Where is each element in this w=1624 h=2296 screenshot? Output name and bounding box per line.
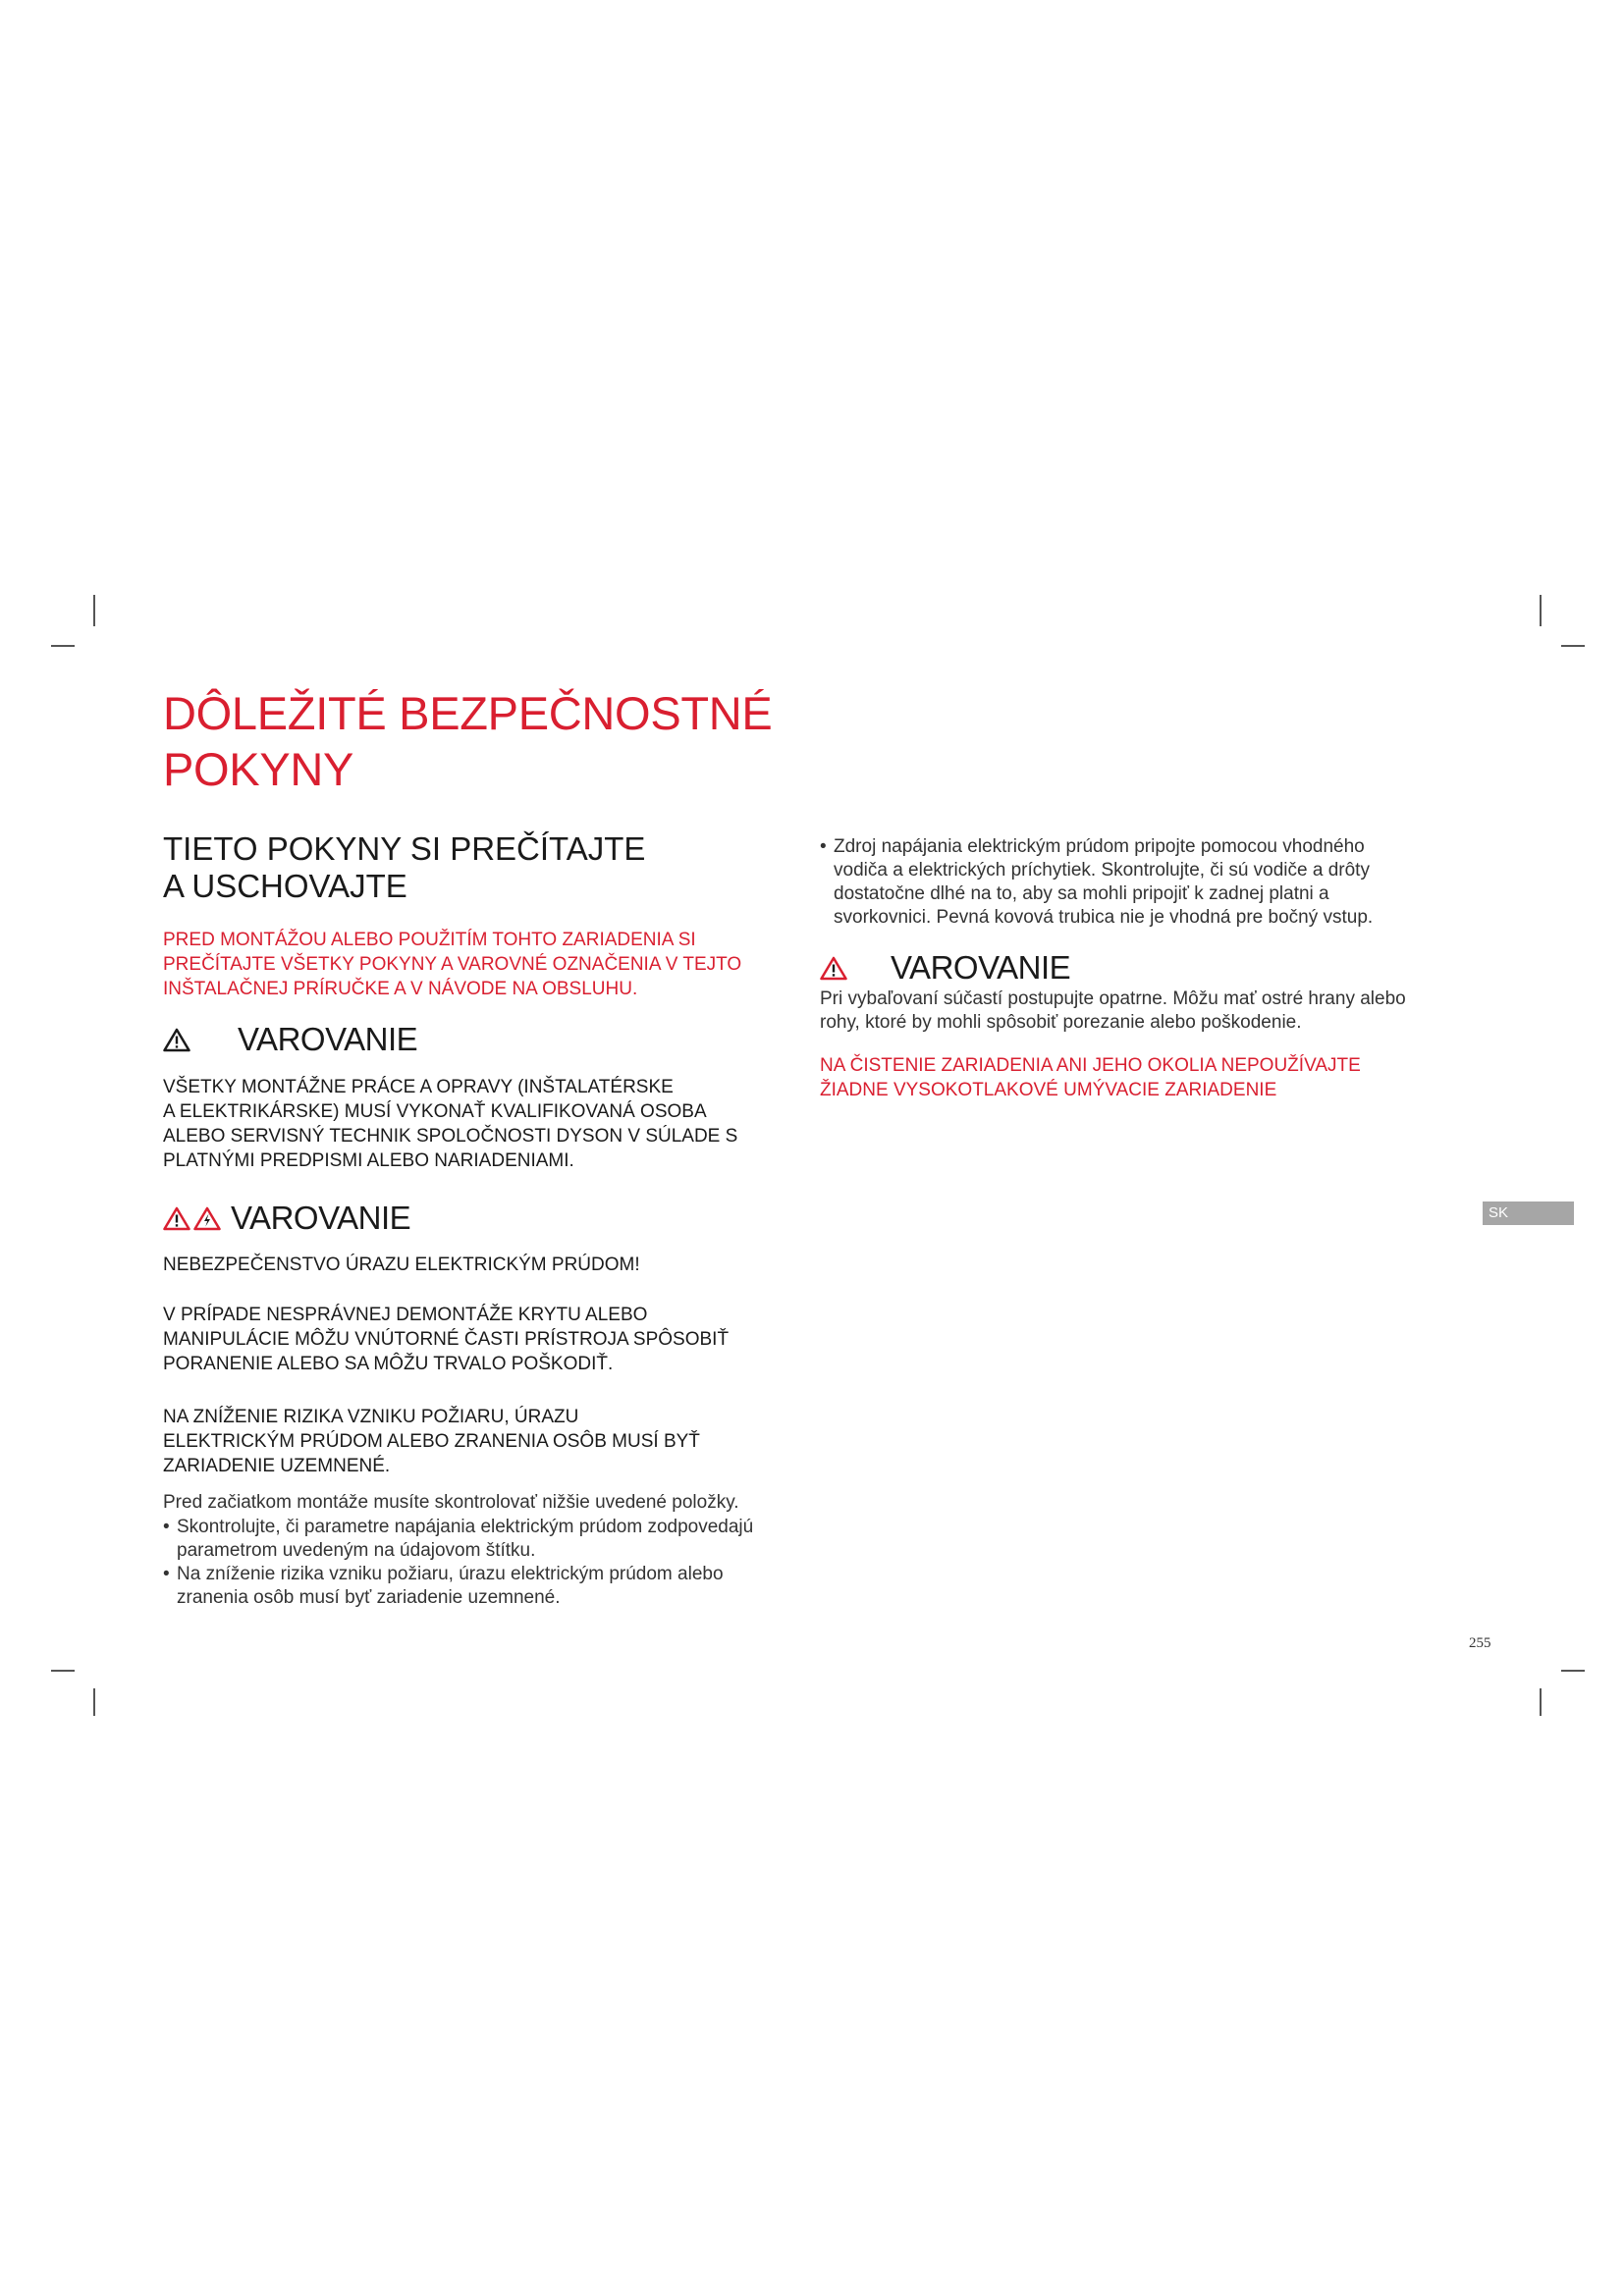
- crop-mark-bottom-right-vertical: [1540, 1688, 1542, 1716]
- power-bullet-line-4: svorkovnici. Pevná kovová trubica nie je vhodná pre bočný vstup.: [834, 907, 1374, 928]
- warning-heading-1: [163, 1021, 417, 1058]
- list-item: • Na zníženie rizika vzniku požiaru, úrazu elektrickým prúdom alebo zranenia osôb musí byť zariadenie uzemnené.: [163, 1563, 821, 1610]
- intro-red-notice: [163, 928, 791, 1001]
- intro-red-line-1: PRED MONTÁŽOU ALEBO POUŽITÍM TOHTO ZARIADENIA SI: [163, 930, 696, 950]
- list-item: • Zdroj napájania elektrickým prúdom pripojte pomocou vhodného vodiča a elektrických príchytiek. Skontrolujte, či sú vodiče a drôty dostatočne dlhé na to, aby sa mohli pripojiť k zadnej platni a svorkovnici. Pevná kovová trubica nie je vhodná pre bočný vstup.: [820, 835, 1468, 930]
- cleaning-red-line-1: NA ČISTENIE ZARIADENIA ANI JEHO OKOLIA NEPOUŽÍVAJTE: [820, 1055, 1361, 1076]
- warning-3-line-1: Pri vybaľovaní súčastí postupujte opatrne. Môžu mať ostré hrany alebo: [820, 988, 1406, 1009]
- warning-2-para-2-line-2: MANIPULÁCIE MÔŽU VNÚTORNÉ ČASTI PRÍSTROJA SPÔSOBIŤ: [163, 1329, 730, 1350]
- warning-triangle-icon: [163, 1028, 190, 1052]
- warning-heading-3: [820, 949, 1070, 987]
- power-bullet-line-3: dostatočne dlhé na to, aby sa mohli pripojiť k zadnej platni a: [834, 883, 1329, 904]
- warning-1-line-4: PLATNÝMI PREDPISMI ALEBO NARIADENIAMI.: [163, 1150, 574, 1171]
- page-title-line-1: DÔLEŽITÉ BEZPEČNOSTNÉ: [163, 687, 773, 739]
- checklist-intro: [163, 1491, 811, 1515]
- cleaning-red-notice: [820, 1053, 1448, 1102]
- warning-1-text: [163, 1075, 791, 1173]
- page-subtitle-line-2: A USCHOVAJTE: [163, 868, 407, 904]
- warning-heading-2: [163, 1200, 410, 1237]
- warning-2-para-3-line-3: ZARIADENIE UZEMNENÉ.: [163, 1456, 391, 1476]
- warning-2-para-3-line-2: ELEKTRICKÝM PRÚDOM ALEBO ZRANENIA OSÔB MUSÍ BYŤ: [163, 1431, 700, 1452]
- warning-3-line-2: rohy, ktoré by mohli spôsobiť porezanie alebo poškodenie.: [820, 1012, 1302, 1033]
- warning-2-para-1-line-1: NEBEZPEČENSTVO ÚRAZU ELEKTRICKÝM PRÚDOM!: [163, 1255, 640, 1275]
- warning-1-line-3: ALEBO SERVISNÝ TECHNIK SPOLOČNOSTI DYSON V SÚLADE S: [163, 1126, 738, 1147]
- page-title: [163, 685, 850, 797]
- crop-mark-top-right-horizontal: [1561, 645, 1585, 647]
- warning-heading-1-text: VAROVANIE: [238, 1021, 418, 1057]
- crop-mark-bottom-right-horizontal: [1561, 1670, 1585, 1672]
- warning-3-text: [820, 988, 1488, 1035]
- warning-2-para-2-line-3: PORANENIE ALEBO SA MÔŽU TRVALO POŠKODIŤ.: [163, 1354, 614, 1374]
- checklist-item-2-line-2: zranenia osôb musí byť zariadenie uzemnené.: [177, 1587, 561, 1608]
- warning-2-para-2: [163, 1303, 791, 1376]
- power-bullet-line-1: Zdroj napájania elektrickým prúdom pripojte pomocou vhodného: [834, 836, 1365, 857]
- crop-mark-top-left-vertical: [93, 595, 95, 626]
- warning-2-para-1: [163, 1253, 791, 1277]
- intro-red-line-3: INŠTALAČNEJ PRÍRUČKE A V NÁVODE NA OBSLUHU.: [163, 979, 638, 999]
- warning-1-line-2: A ELEKTRIKÁRSKE) MUSÍ VYKONAŤ KVALIFIKOVANÁ OSOBA: [163, 1101, 707, 1122]
- warning-1-line-1: VŠETKY MONTÁŽNE PRÁCE A OPRAVY (INŠTALATÉRSKE: [163, 1077, 674, 1097]
- page-subtitle-line-1: TIETO POKYNY SI PREČÍTAJTE: [163, 830, 646, 867]
- list-item: • Skontrolujte, či parametre napájania elektrickým prúdom zodpovedajú parametrom uvedeným na údajovom štítku.: [163, 1516, 821, 1563]
- page-number: 255: [1469, 1635, 1491, 1651]
- cleaning-red-line-2: ŽIADNE VYSOKOTLAKOVÉ UMÝVACIE ZARIADENIE: [820, 1080, 1277, 1100]
- warning-2-para-3-line-1: NA ZNÍŽENIE RIZIKA VZNIKU POŽIARU, ÚRAZU: [163, 1407, 579, 1427]
- checklist-list: [163, 1516, 821, 1610]
- language-tab: SK: [1483, 1201, 1574, 1225]
- warning-triangle-icon: [820, 956, 847, 981]
- power-bullet-line-2: vodiča a elektrických príchytiek. Skontrolujte, či sú vodiče a drôty: [834, 860, 1370, 881]
- warning-2-para-3: [163, 1405, 791, 1478]
- crop-mark-bottom-left-horizontal: [51, 1670, 75, 1672]
- page-title-line-2: POKYNY: [163, 743, 354, 795]
- warning-heading-2-text: VAROVANIE: [231, 1200, 411, 1236]
- crop-mark-top-left-horizontal: [51, 645, 75, 647]
- intro-red-line-2: PREČÍTAJTE VŠETKY POKYNY A VAROVNÉ OZNAČENIA V TEJTO: [163, 954, 742, 975]
- checklist-item-2-line-1: Na zníženie rizika vzniku požiaru, úrazu elektrickým prúdom alebo: [177, 1564, 724, 1584]
- checklist-item-1-line-2: parametrom uvedeným na údajovom štítku.: [177, 1540, 536, 1561]
- warning-heading-3-text: VAROVANIE: [891, 949, 1071, 986]
- crop-mark-top-right-vertical: [1540, 595, 1542, 626]
- electric-shock-icon: [193, 1206, 221, 1231]
- crop-mark-bottom-left-vertical: [93, 1688, 95, 1716]
- checklist-intro-text: Pred začiatkom montáže musíte skontrolovať nižšie uvedené položky.: [163, 1492, 739, 1513]
- page-subtitle: [163, 830, 752, 905]
- warning-2-para-2-line-1: V PRÍPADE NESPRÁVNEJ DEMONTÁŽE KRYTU ALEBO: [163, 1305, 648, 1325]
- checklist-item-1-line-1: Skontrolujte, či parametre napájania elektrickým prúdom zodpovedajú: [177, 1517, 754, 1537]
- warning-triangle-icon: [163, 1206, 190, 1231]
- power-supply-bullet: [820, 835, 1468, 930]
